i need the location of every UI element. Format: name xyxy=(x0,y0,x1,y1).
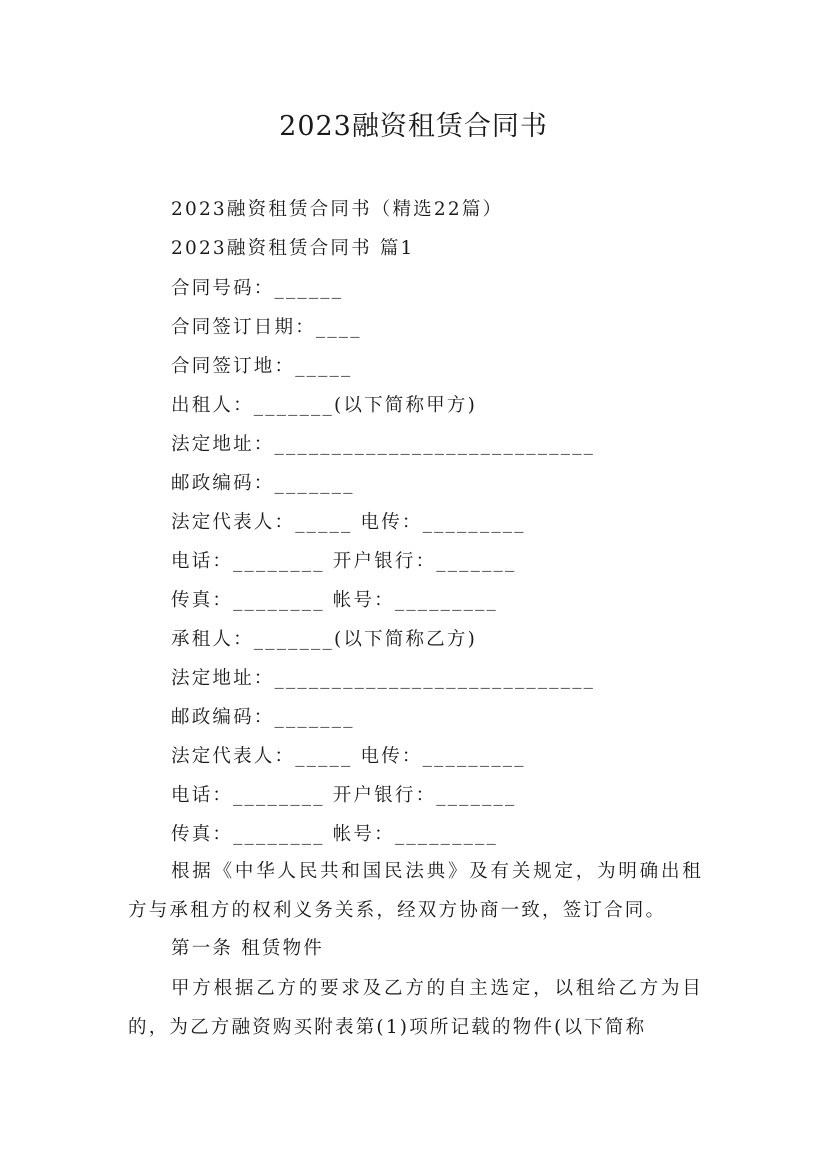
article-1-paragraph: 甲方根据乙方的要求及乙方的自主选定，以租给乙方为目的，为乙方融资购买附表第(1)项所记载的物件(以下简称 xyxy=(128,978,703,1038)
preamble-paragraph: 根据《中华人民共和国民法典》及有关规定，为明确出租方与承租方的权利义务关系，经双方协商一致，签订合同。 xyxy=(128,861,703,921)
lessor-postcode-line: 邮政编码：_______ xyxy=(171,473,355,494)
lessee-fax-account-line: 传真：________ 帐号：_________ xyxy=(171,824,498,845)
document-title: 2023融资租赁合同书 xyxy=(279,111,548,142)
contract-number-line: 合同号码：______ xyxy=(171,278,344,299)
lessor-fax-account-line: 传真：________ 帐号：_________ xyxy=(171,590,498,611)
lessor-representative-line: 法定代表人：_____ 电传：_________ xyxy=(171,512,526,533)
section-heading: 2023融资租赁合同书 篇1 xyxy=(171,238,415,259)
lessor-line: 出租人：_______(以下简称甲方) xyxy=(171,395,477,416)
lessee-phone-bank-line: 电话：________ 开户银行：_______ xyxy=(171,785,517,806)
lessee-postcode-line: 邮政编码：_______ xyxy=(171,707,355,728)
document-subtitle: 2023融资租赁合同书（精选22篇） xyxy=(171,199,504,220)
signing-date-line: 合同签订日期：____ xyxy=(171,317,362,338)
lessor-address-line: 法定地址：____________________________ xyxy=(171,434,596,455)
article-1-heading: 第一条 租赁物件 xyxy=(171,938,324,959)
lessee-address-line: 法定地址：____________________________ xyxy=(171,668,596,689)
lessor-phone-bank-line: 电话：________ 开户银行：_______ xyxy=(171,551,517,572)
lessee-line: 承租人：_______(以下简称乙方) xyxy=(171,629,477,650)
lessee-representative-line: 法定代表人：_____ 电传：_________ xyxy=(171,746,526,767)
signing-place-line: 合同签订地：_____ xyxy=(171,356,353,377)
